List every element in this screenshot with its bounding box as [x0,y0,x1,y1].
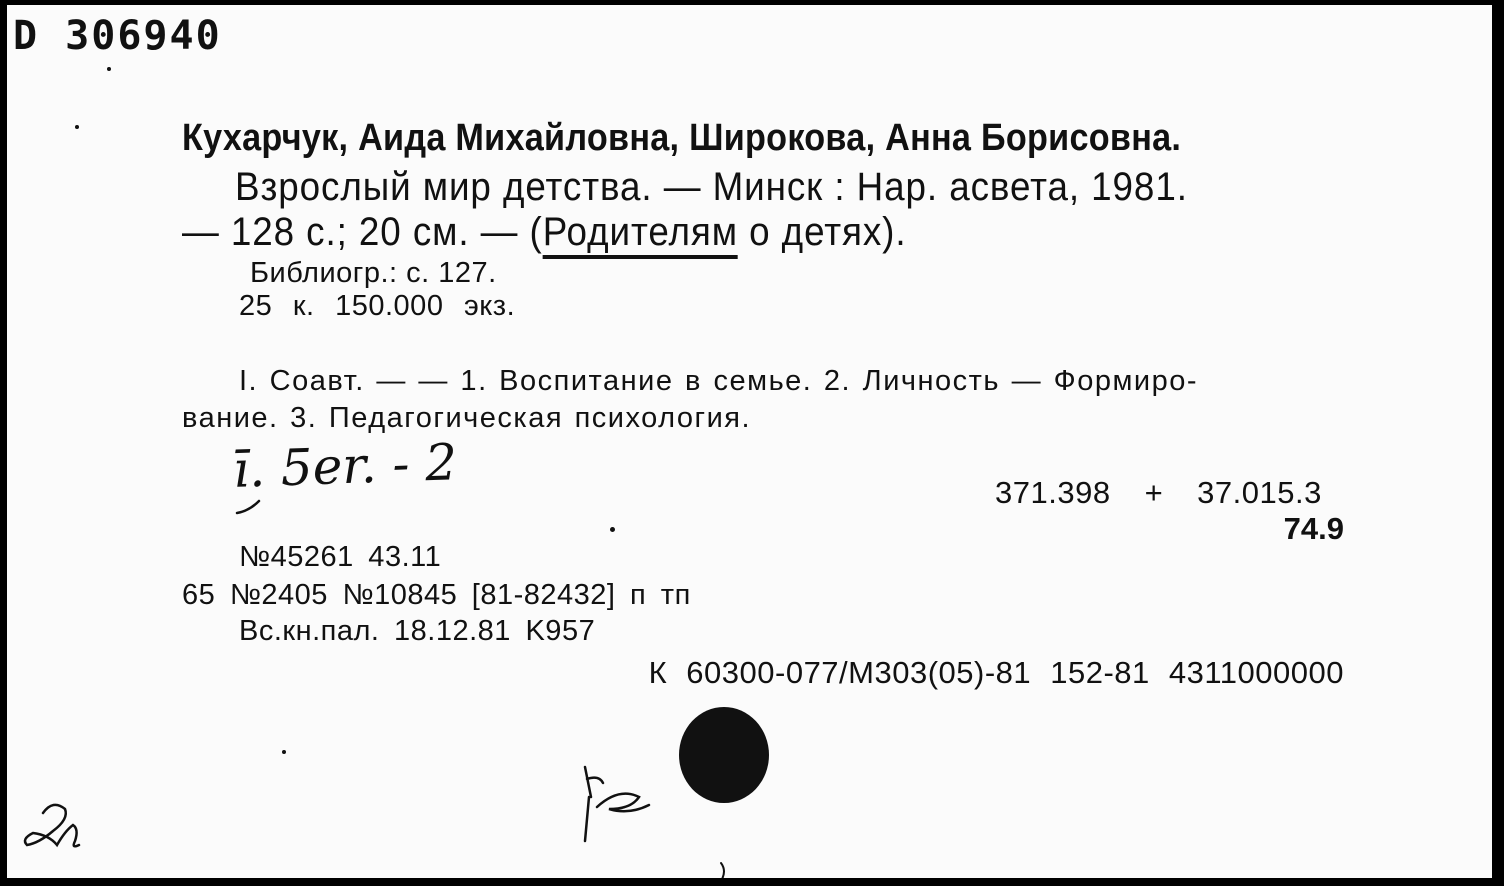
speck [610,527,615,532]
udc-right: 37.015.3 [1197,475,1322,510]
number-line-2: 65 №2405 №10845 [81-82432] п тп [182,579,691,611]
subjects-line-1: I. Соавт. — — 1. Воспитание в семье. 2. Личность — Формиро- [239,365,1199,397]
handwritten-mark-bottom [715,861,731,881]
speck [75,125,79,129]
title-line: Взрослый мир детства. — Минск : Нар. асвета, 1981. [235,165,1188,209]
series-underlined: Родителям [543,210,738,259]
authors-heading: Кухарчук, Аида Михайловна, Широкова, Анна Борисовна. [182,117,1182,159]
number-line-1: №45261 43.11 [239,541,442,573]
price-line: 25 к. 150.000 экз. [239,290,516,322]
bbk-index: 74.9 [1283,511,1344,546]
catalog-number: D 306940 [13,13,222,59]
pages-prefix: — 128 с.; 20 см. — ( [182,210,543,254]
handwritten-note: ī. 5er. - 2 [232,433,458,499]
pages-series-line [182,210,907,255]
handwritten-digit-mark [13,795,93,855]
udc-index [995,475,1322,511]
speck [107,67,111,71]
subjects-line-2: вание. 3. Педагогическая психология. [182,402,752,434]
speck [282,750,286,754]
punch-hole-mark [679,707,769,803]
handwritten-tick [235,497,265,517]
series-suffix: о детях). [737,210,907,254]
udc-left: 371.398 [995,475,1111,510]
number-line-3: Вс.кн.пал. 18.12.81 K957 [239,615,596,647]
bibliography-note: Библиогр.: с. 127. [250,257,497,289]
handwritten-scribble [579,757,659,847]
catalog-card [3,3,1498,881]
udc-plus: + [1144,475,1164,510]
publisher-code-line: К 60300-077/М303(05)-81 152-81 4311000000 [648,655,1344,690]
